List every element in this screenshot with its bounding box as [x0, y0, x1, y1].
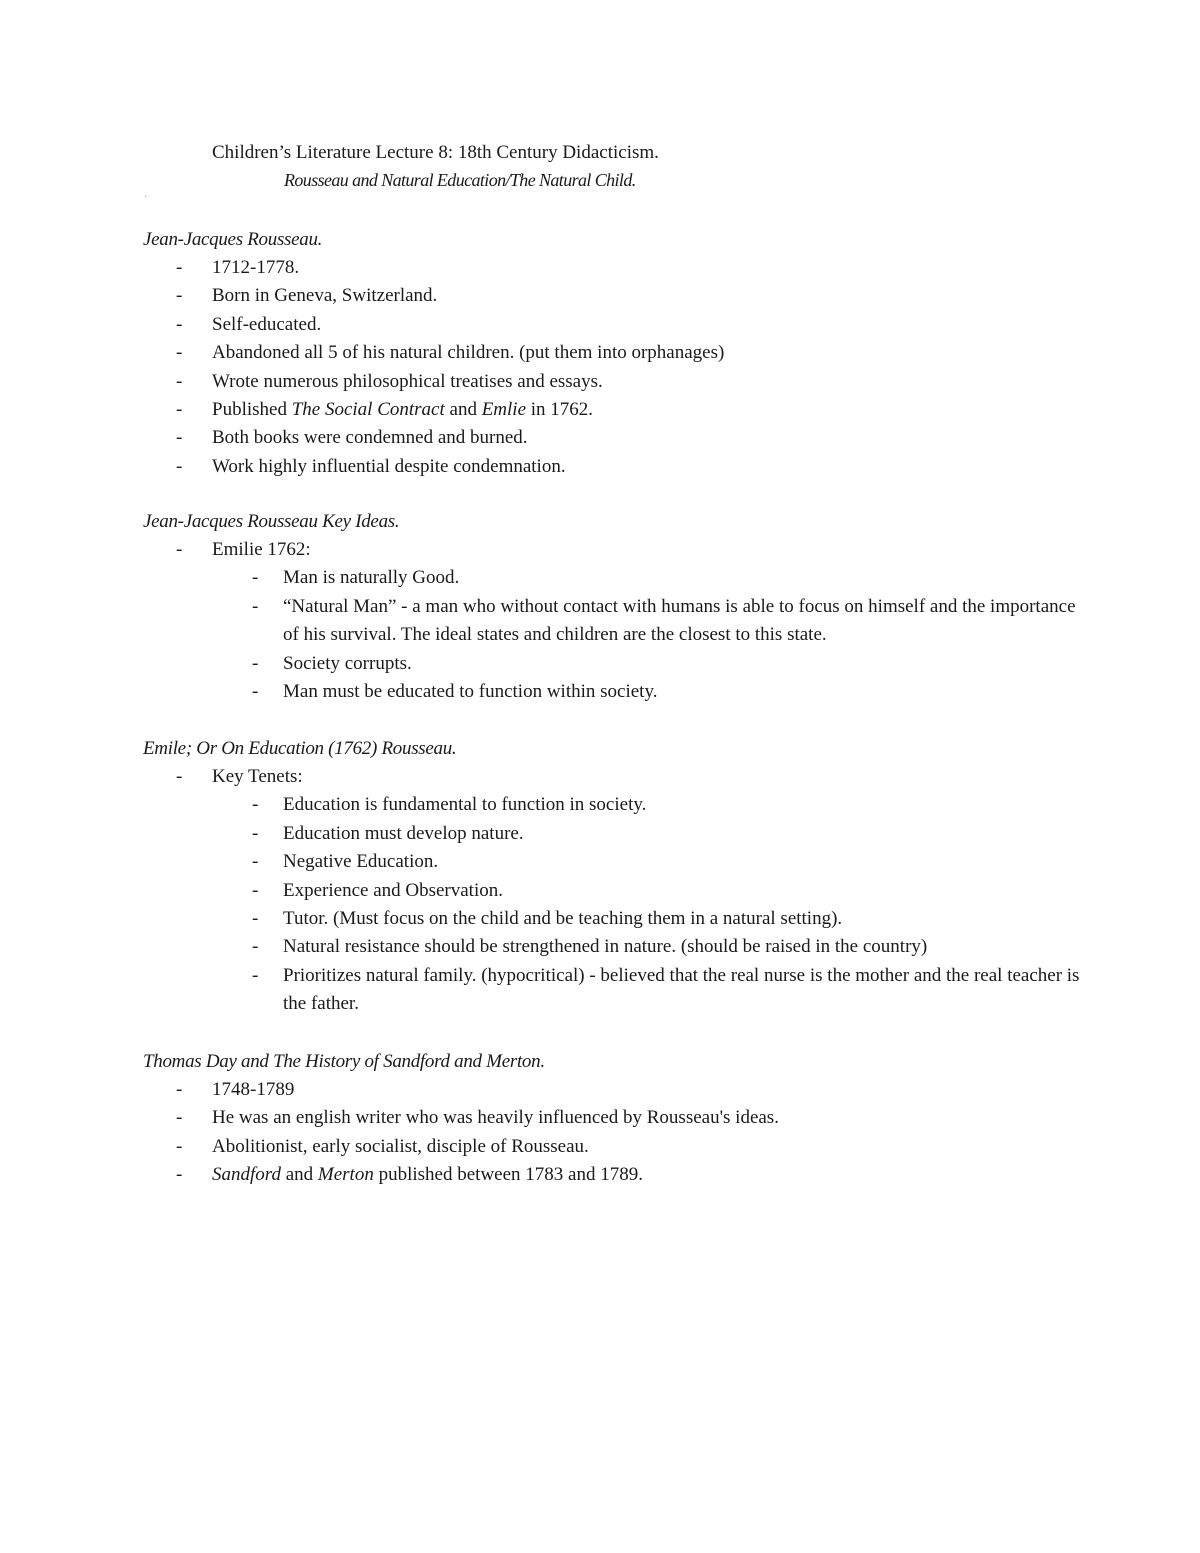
- bullet-dash: -: [176, 285, 183, 307]
- lecture-title: Children’s Literature Lecture 8: 18th Century Didacticism.: [212, 142, 659, 163]
- bullet-dash: -: [252, 936, 259, 958]
- section-rousseau-key-ideas: [143, 508, 1083, 706]
- section-emile-on-education: [143, 735, 1083, 1019]
- bullet-dash: -: [176, 455, 183, 477]
- list-item: - Wrote numerous philosophical treatises and essays.: [143, 368, 1083, 396]
- section-rousseau-bio: [143, 226, 1083, 481]
- list-item: - 1712-1778.: [143, 254, 1083, 282]
- sub-list-item: - Natural resistance should be strengthened in nature. (should be raised in the country): [143, 933, 1083, 961]
- bullet-dash: -: [252, 794, 259, 816]
- bullet-dash: -: [252, 652, 259, 674]
- sub-list-item: - Tutor. (Must focus on the child and be teaching them in a natural setting).: [143, 905, 1083, 933]
- section-heading: Jean-Jacques Rousseau Key Ideas.: [143, 511, 400, 532]
- bullet-dash: -: [176, 342, 183, 364]
- list-item: - Emilie 1762:: [143, 536, 1083, 564]
- bullet-dash: -: [252, 851, 259, 873]
- bullet-dash: -: [176, 399, 183, 421]
- sub-list-item: - “Natural Man” - a man who without contact with humans is able to focus on himself and the importance of his survival. The ideal states and children are the closest to this state.: [143, 593, 1083, 650]
- lecture-subtitle: Rousseau and Natural Education/The Natural Child.: [284, 170, 636, 190]
- list-item: - Born in Geneva, Switzerland.: [143, 282, 1083, 310]
- section-heading: Thomas Day and The History of Sandford and Merton.: [143, 1051, 545, 1072]
- bullet-dash: -: [176, 427, 183, 449]
- list-item: - He was an english writer who was heavily influenced by Rousseau's ideas.: [143, 1104, 1083, 1132]
- bullet-dash: -: [176, 766, 183, 787]
- stray-mark: ': [145, 194, 147, 204]
- bullet-dash: -: [252, 908, 259, 930]
- list-item: - Work highly influential despite condemnation.: [143, 453, 1083, 481]
- list-item: - Both books were condemned and burned.: [143, 424, 1083, 452]
- bullet-dash: -: [252, 567, 259, 589]
- bullet-dash: -: [176, 1164, 183, 1186]
- bullet-dash: -: [176, 1107, 183, 1129]
- sub-list-item: - Man must be educated to function within society.: [143, 678, 1083, 706]
- list-item: - 1748-1789: [143, 1076, 1083, 1104]
- sub-list-item: - Experience and Observation.: [143, 877, 1083, 905]
- bullet-dash: -: [176, 257, 183, 278]
- sub-list-item: - Prioritizes natural family. (hypocritical) - believed that the real nurse is the mother and the real teacher is the father.: [143, 962, 1083, 1019]
- bullet-dash: -: [176, 1135, 183, 1157]
- sub-list-item: - Education must develop nature.: [143, 820, 1083, 848]
- book-title: Merton: [317, 1164, 374, 1186]
- section-heading: Emile; Or On Education (1762) Rousseau.: [143, 738, 457, 759]
- bullet-dash: -: [252, 879, 259, 901]
- book-title: Emlie: [481, 399, 527, 421]
- section-heading: Jean-Jacques Rousseau.: [143, 229, 323, 250]
- sub-list-item: - Negative Education.: [143, 848, 1083, 876]
- sub-list-item: - Society corrupts.: [143, 650, 1083, 678]
- bullet-dash: -: [176, 370, 183, 392]
- bullet-dash: -: [176, 539, 183, 560]
- book-title: The Social Contract: [291, 399, 445, 421]
- bullet-dash: -: [252, 681, 259, 703]
- sub-list-item: - Education is fundamental to function in society.: [143, 791, 1083, 819]
- bullet-dash: -: [252, 595, 259, 617]
- list-item: - Abolitionist, early socialist, disciple of Rousseau.: [143, 1133, 1083, 1161]
- book-title: Sandford: [212, 1164, 281, 1186]
- bullet-dash: -: [176, 313, 183, 335]
- list-item: - Published The Social Contract and Emlie in 1762.: [143, 396, 1083, 424]
- bullet-dash: -: [176, 1079, 183, 1100]
- list-item: - Abandoned all 5 of his natural children. (put them into orphanages): [143, 339, 1083, 367]
- bullet-dash: -: [252, 822, 259, 844]
- sub-list-item: - Man is naturally Good.: [143, 564, 1083, 592]
- list-item: - Self-educated.: [143, 311, 1083, 339]
- list-item: - Key Tenets:: [143, 763, 1083, 791]
- section-thomas-day: [143, 1048, 1083, 1190]
- bullet-dash: -: [252, 964, 259, 986]
- list-item: - Sandford and Merton published between 1783 and 1789.: [143, 1161, 1083, 1189]
